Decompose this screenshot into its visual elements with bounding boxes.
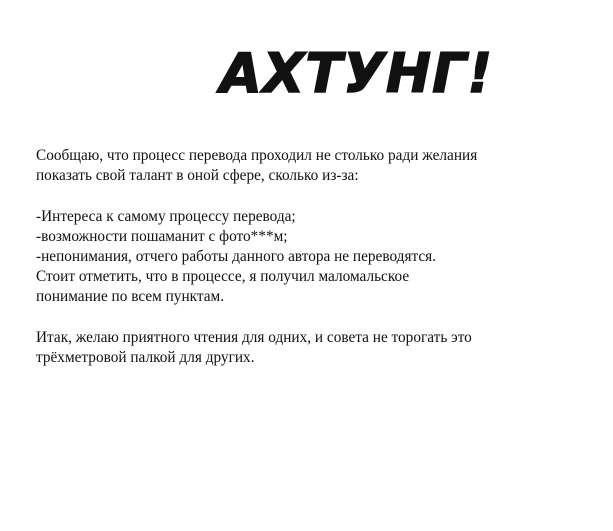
paragraph-intro: Сообщаю, что процесс перевода проходил не столько ради желания показать свой талант в оной сфере, сколько из-за:	[36, 147, 478, 185]
paragraph-closing: Итак, желаю приятного чтения для одних, и совета не торогать это трёхметровой палкой для других.	[36, 328, 472, 366]
title-heading	[216, 32, 494, 105]
paragraph-gap	[36, 308, 601, 328]
title-lettering	[216, 32, 494, 105]
title-text: АХТУНГ!	[220, 42, 494, 105]
paragraph-reasons: -Интереса к самому процессу перевода; -возможности пошаманит с фото***м; -непонимания, отчего работы данного автора не переводятся. Стоит отметить, что в процессе, я получил маломальское понимание по всем пунктам.	[36, 207, 436, 306]
paragraph-gap	[36, 186, 601, 206]
body-text	[36, 146, 601, 368]
